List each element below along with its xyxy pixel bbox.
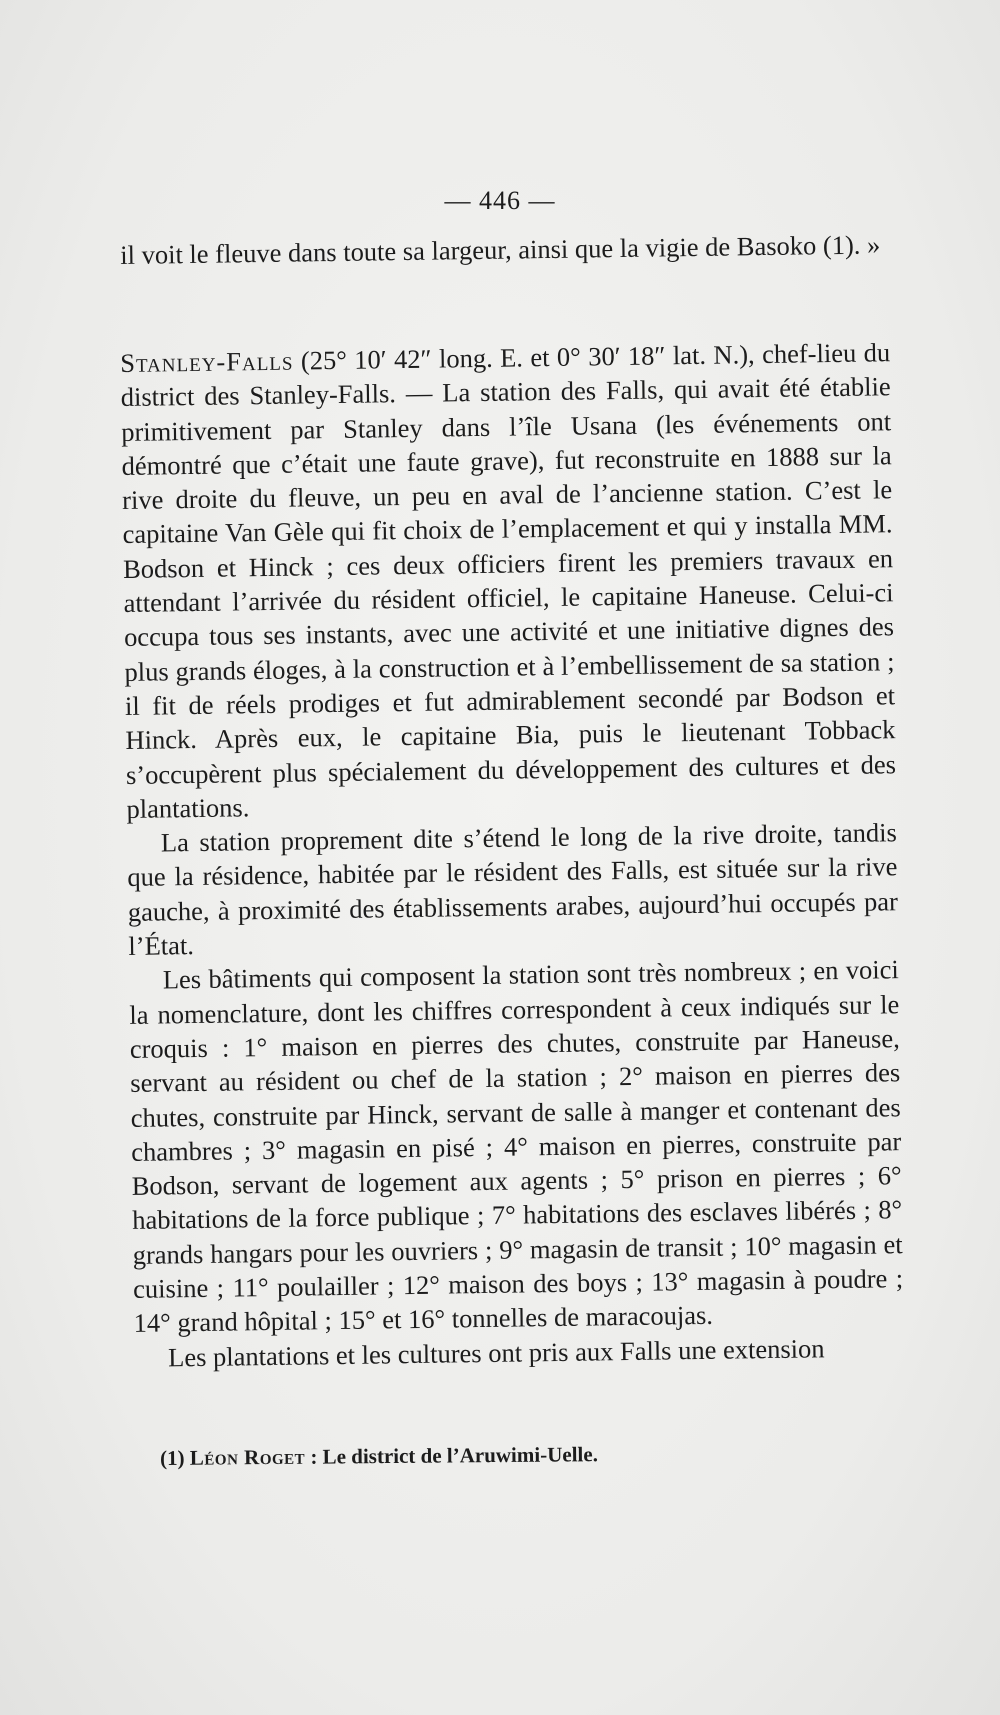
entry-heading: Stanley-Falls (120, 345, 294, 378)
paragraph-station: La station proprement dite s’étend le long de la rive droite, tandis que la résidence, habitée par le résident des Falls, est située sur la rive gauche, à proximité des établissements arabes, aujourd’hui occupés par l’État. (127, 817, 899, 961)
paragraph-buildings: Les bâtiments qui composent la station sont très nombreux ; en voici la nomenclature, dont les chiffres correspondent à ceux indiqués sur le croquis : 1° maison en pierres des chutes, construite par Haneuse, servant au résident ou chef de la station ; 2° maison en pierres des chutes, construite par Hinck, servant de salle à manger et contenant des chambres ; 3° magasin en pisé ; 4° maison en pierres, construite par Bodson, servant de logement aux agents ; 5° prison en pierres ; 6° habitations de la force publique ; 7° habitations des esclaves libérés ; 8° grands hangars pour les ouvriers ; 9° magasin de transit ; 10° magasin et cuisine ; 11° poulailler ; 12° maison des boys ; 13° magasin à poudre ; 14° grand hôpital ; 15° et 16° tonnelles de maracoujas. (129, 954, 904, 1339)
footnote-author: Léon Roget (189, 1444, 306, 1470)
footnote-marker: (1) (160, 1445, 190, 1470)
entry-paragraph (120, 335, 897, 826)
entry-body: (25° 10′ 42″ long. E. et 0° 30′ 18″ lat. N.), chef-lieu du district des Stanley-Falls. — La station des Falls, qui avait été établie primitivement par Stanley dans l’île Usana (les événements ont démontré que c’était une faute grave), fut reconstruite en 1888 sur la rive droite du fleuve, un peu en aval de l’ancienne station. C’est le capitaine Van Gèle qui fit choix de l’emplacement et qui y installa MM. Bodson et Hinck ; ces deux officiers firent les premiers travaux en attendant l’arrivée du résident officiel, le capitaine Haneuse. Celui-ci occupa tous ses instants, avec une activité et une initiative dignes des plus grands éloges, à la construction et à l’embellissement de sa station ; il fit de réels prodiges et fut admirablement secondé par Bodson et Hinck. Après eux, le capitaine Bia, puis le lieutenant Tobback s’occupèrent plus spécialement du développement des cultures et des plantations. (120, 337, 897, 824)
page-number: — 446 — (444, 186, 556, 215)
paragraph-plantations: Les plantations et les cultures ont pris aux Falls une extension (167, 1332, 825, 1373)
main-text (120, 335, 904, 1375)
intro-text: il voit le fleuve dans toute sa largeur, ainsi que la vigie de Basoko (1). » (120, 229, 881, 270)
footnote (160, 1439, 920, 1471)
footnote-text: : Le district de l’Aruwimi-Uelle. (305, 1442, 598, 1469)
